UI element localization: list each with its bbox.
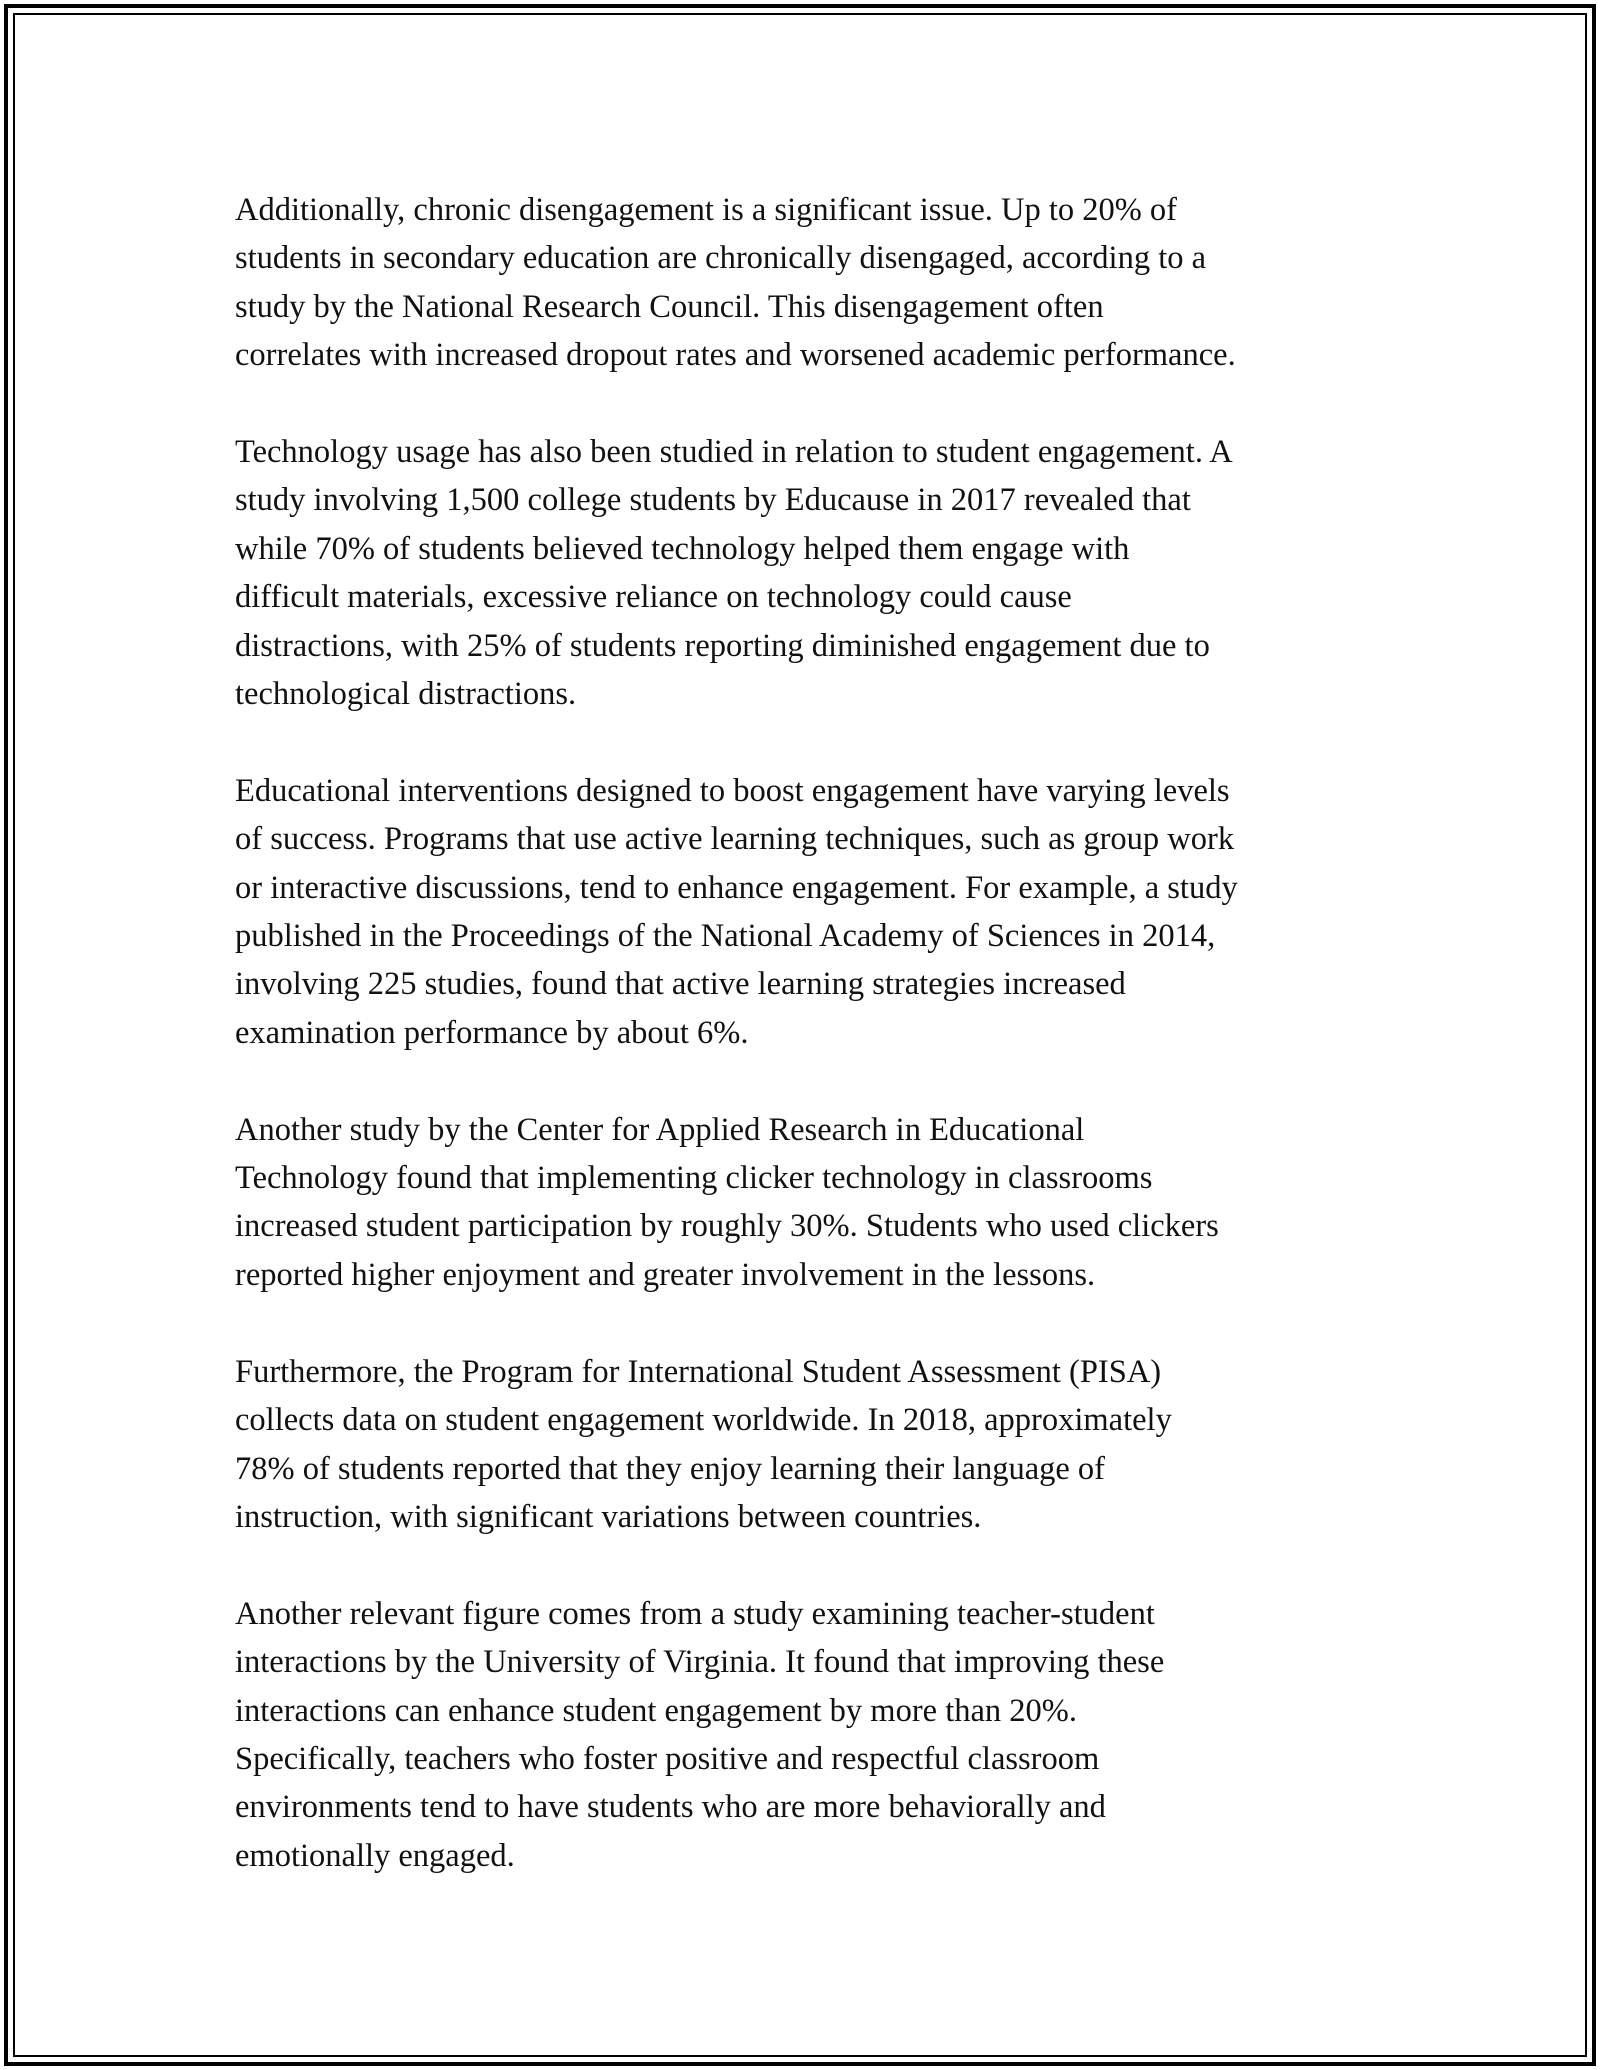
text-line: instruction, with significant variations between countries. (235, 1498, 982, 1535)
text-line: students in secondary education are chronically disengaged, according to a (235, 240, 1207, 277)
text-line: increased student participation by roughly 30%. Students who used clickers (235, 1208, 1219, 1245)
text-line: interactions can enhance student engagement by more than 20%. (235, 1692, 1077, 1729)
paragraph-interventions (235, 767, 1375, 1057)
text-line: 78% of students reported that they enjoy learning their language of (235, 1450, 1106, 1487)
text-line: emotionally engaged. (235, 1837, 515, 1874)
text-line: Technology usage has also been studied in relation to student engagement. A (235, 434, 1233, 471)
text-line: of success. Programs that use active learning techniques, such as group work (235, 821, 1235, 858)
text-line: reported higher enjoyment and greater involvement in the lessons. (235, 1256, 1096, 1293)
text-line: Educational interventions designed to boost engagement have varying levels (235, 772, 1230, 809)
paragraph-clicker-study (235, 1106, 1375, 1300)
text-line: Specifically, teachers who foster positive and respectful classroom (235, 1740, 1100, 1777)
text-line: interactions by the University of Virginia. It found that improving these (235, 1644, 1165, 1681)
text-line: study involving 1,500 college students by Educause in 2017 revealed that (235, 482, 1191, 519)
text-line: published in the Proceedings of the National Academy of Sciences in 2014, (235, 918, 1216, 955)
text-line: involving 225 studies, found that active learning strategies increased (235, 966, 1126, 1003)
text-line: collects data on student engagement worldwide. In 2018, approximately (235, 1402, 1172, 1439)
text-line: difficult materials, excessive reliance on technology could cause (235, 579, 1072, 616)
text-line: or interactive discussions, tend to enhance engagement. For example, a study (235, 869, 1238, 906)
text-line: Another relevant figure comes from a study examining teacher-student (235, 1595, 1155, 1632)
text-line: Technology found that implementing clicker technology in classrooms (235, 1160, 1153, 1197)
paragraph-disengagement (235, 186, 1375, 380)
text-line: Additionally, chronic disengagement is a significant issue. Up to 20% of (235, 192, 1178, 228)
paragraph-pisa (235, 1348, 1375, 1542)
text-line: environments tend to have students who are more behaviorally and (235, 1789, 1106, 1826)
text-line: distractions, with 25% of students reporting diminished engagement due to (235, 627, 1210, 664)
text-line: correlates with increased dropout rates and worsened academic performance. (235, 337, 1236, 374)
text-line: technological distractions. (235, 676, 577, 713)
text-line: while 70% of students believed technology helped them engage with (235, 530, 1130, 567)
text-line: examination performance by about 6%. (235, 1014, 749, 1051)
text-line: study by the National Research Council. This disengagement often (235, 288, 1104, 325)
paragraph-technology-usage (235, 428, 1375, 718)
document-body (235, 186, 1375, 1929)
text-line: Another study by the Center for Applied Research in Educational (235, 1111, 1085, 1148)
paragraph-teacher-student (235, 1590, 1375, 1880)
text-line: Furthermore, the Program for International Student Assessment (PISA) (235, 1353, 1162, 1390)
